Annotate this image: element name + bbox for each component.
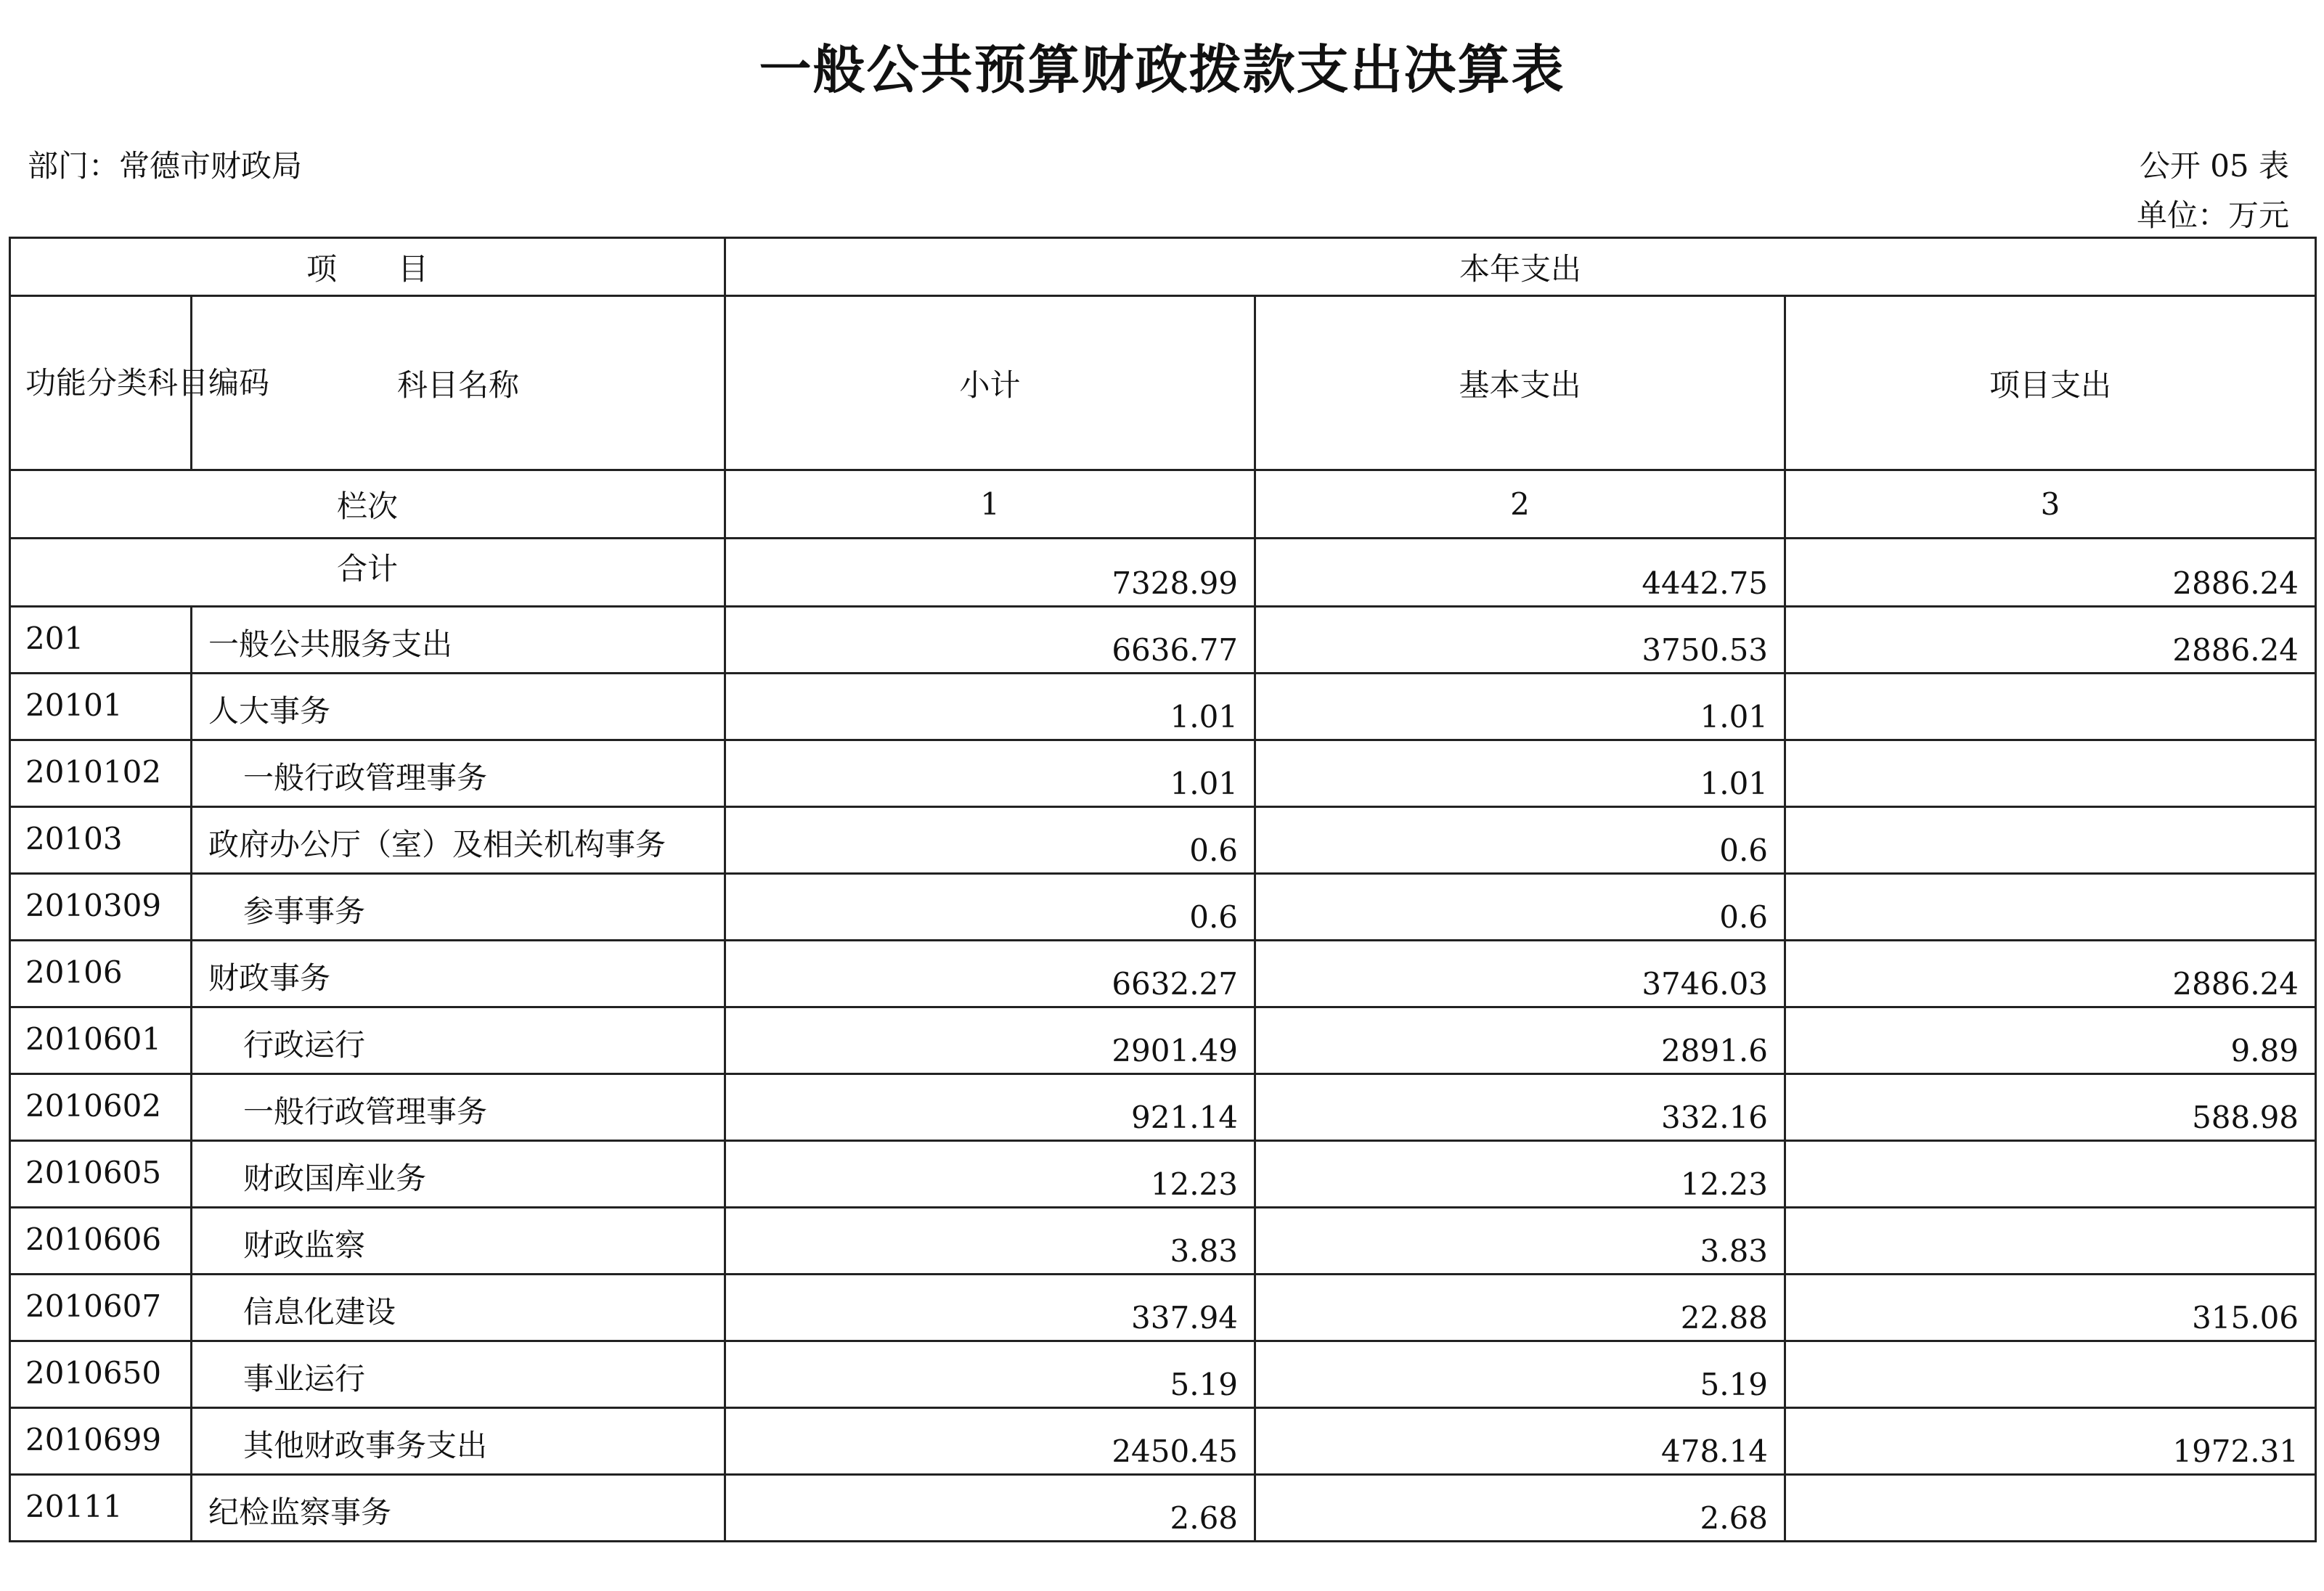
- row-subtotal: 3.83: [725, 1208, 1255, 1275]
- form-number: 公开 05 表: [2139, 148, 2289, 184]
- table-row: [10, 1074, 2316, 1141]
- header-basic: 基本支出: [1255, 296, 1785, 470]
- row-name: 其他财政事务支出: [192, 1408, 725, 1475]
- row-project: [1785, 1475, 2316, 1542]
- row-name: 纪检监察事务: [192, 1475, 725, 1542]
- row-code: 201: [10, 607, 192, 674]
- table-row: [10, 1007, 2316, 1074]
- row-project: [1785, 674, 2316, 740]
- row-subtotal: 2450.45: [725, 1408, 1255, 1475]
- row-project: 588.98: [1785, 1074, 2316, 1141]
- row-subtotal: 0.6: [725, 874, 1255, 941]
- row-name: 财政监察: [192, 1208, 725, 1275]
- department-label: 部门：常德市财政局: [28, 148, 303, 184]
- row-basic: 3.83: [1255, 1208, 1785, 1275]
- row-subtotal: 337.94: [725, 1275, 1255, 1341]
- header-item: 项 目: [10, 238, 725, 296]
- table-row: [10, 1275, 2316, 1341]
- total-basic: 4442.75: [1255, 539, 1785, 607]
- expenditure-table: [9, 237, 2317, 1542]
- row-code: 2010650: [10, 1341, 192, 1408]
- page-title: 一般公共预算财政拨款支出决算表: [759, 38, 1565, 100]
- row-subtotal: 6632.27: [725, 941, 1255, 1007]
- row-name: 参事事务: [192, 874, 725, 941]
- table-row: [10, 874, 2316, 941]
- column-index-label: 栏次: [10, 470, 725, 539]
- row-name: 事业运行: [192, 1341, 725, 1408]
- header-subtotal: 小计: [725, 296, 1255, 470]
- header-code: 功能分类科目编码: [10, 296, 192, 470]
- row-name: 政府办公厅（室）及相关机构事务: [192, 807, 725, 874]
- table-row: [10, 607, 2316, 674]
- row-basic: 3746.03: [1255, 941, 1785, 1007]
- table-row: [10, 1408, 2316, 1475]
- row-project: [1785, 740, 2316, 807]
- row-basic: 0.6: [1255, 807, 1785, 874]
- row-basic: 478.14: [1255, 1408, 1785, 1475]
- column-index-row: [10, 470, 2316, 539]
- row-code: 2010102: [10, 740, 192, 807]
- row-code: 20111: [10, 1475, 192, 1542]
- row-code: 2010601: [10, 1007, 192, 1074]
- row-project: [1785, 1208, 2316, 1275]
- row-subtotal: 1.01: [725, 740, 1255, 807]
- row-project: 315.06: [1785, 1275, 2316, 1341]
- row-code: 2010309: [10, 874, 192, 941]
- row-subtotal: 2.68: [725, 1475, 1255, 1542]
- row-subtotal: 2901.49: [725, 1007, 1255, 1074]
- column-index-2: 2: [1255, 470, 1785, 539]
- table-row: [10, 674, 2316, 740]
- row-project: 2886.24: [1785, 941, 2316, 1007]
- header-current-year: 本年支出: [725, 238, 2316, 296]
- header-name: 科目名称: [192, 296, 725, 470]
- total-row: [10, 539, 2316, 607]
- row-basic: 5.19: [1255, 1341, 1785, 1408]
- row-name: 一般公共服务支出: [192, 607, 725, 674]
- row-name: 一般行政管理事务: [192, 1074, 725, 1141]
- row-subtotal: 6636.77: [725, 607, 1255, 674]
- row-basic: 0.6: [1255, 874, 1785, 941]
- row-name: 财政国库业务: [192, 1141, 725, 1208]
- row-basic: 1.01: [1255, 740, 1785, 807]
- row-name: 人大事务: [192, 674, 725, 740]
- column-index-1: 1: [725, 470, 1255, 539]
- table-row: [10, 1475, 2316, 1542]
- row-subtotal: 0.6: [725, 807, 1255, 874]
- row-basic: 1.01: [1255, 674, 1785, 740]
- row-basic: 2.68: [1255, 1475, 1785, 1542]
- row-basic: 3750.53: [1255, 607, 1785, 674]
- row-project: 1972.31: [1785, 1408, 2316, 1475]
- row-project: [1785, 874, 2316, 941]
- row-code: 2010602: [10, 1074, 192, 1141]
- total-label: 合计: [10, 539, 725, 607]
- header-row-main: [10, 296, 2316, 470]
- table-row: [10, 1141, 2316, 1208]
- total-subtotal: 7328.99: [725, 539, 1255, 607]
- row-name: 行政运行: [192, 1007, 725, 1074]
- header-row-top: [10, 238, 2316, 296]
- row-project: [1785, 1141, 2316, 1208]
- row-subtotal: 5.19: [725, 1341, 1255, 1408]
- row-subtotal: 1.01: [725, 674, 1255, 740]
- table-row: [10, 807, 2316, 874]
- table-row: [10, 1208, 2316, 1275]
- table-row: [10, 1341, 2316, 1408]
- row-code: 2010606: [10, 1208, 192, 1275]
- row-basic: 22.88: [1255, 1275, 1785, 1341]
- row-code: 20103: [10, 807, 192, 874]
- table-row: [10, 740, 2316, 807]
- row-name: 信息化建设: [192, 1275, 725, 1341]
- row-name: 一般行政管理事务: [192, 740, 725, 807]
- row-code: 2010699: [10, 1408, 192, 1475]
- row-project: [1785, 1341, 2316, 1408]
- row-project: 2886.24: [1785, 607, 2316, 674]
- row-basic: 12.23: [1255, 1141, 1785, 1208]
- row-code: 20106: [10, 941, 192, 1007]
- row-name: 财政事务: [192, 941, 725, 1007]
- table-row: [10, 941, 2316, 1007]
- unit-label: 单位：万元: [2136, 197, 2289, 233]
- row-subtotal: 921.14: [725, 1074, 1255, 1141]
- row-basic: 332.16: [1255, 1074, 1785, 1141]
- row-code: 2010607: [10, 1275, 192, 1341]
- row-basic: 2891.6: [1255, 1007, 1785, 1074]
- header-project: 项目支出: [1785, 296, 2316, 470]
- row-project: 9.89: [1785, 1007, 2316, 1074]
- row-code: 2010605: [10, 1141, 192, 1208]
- total-project: 2886.24: [1785, 539, 2316, 607]
- row-project: [1785, 807, 2316, 874]
- column-index-3: 3: [1785, 470, 2316, 539]
- row-subtotal: 12.23: [725, 1141, 1255, 1208]
- row-code: 20101: [10, 674, 192, 740]
